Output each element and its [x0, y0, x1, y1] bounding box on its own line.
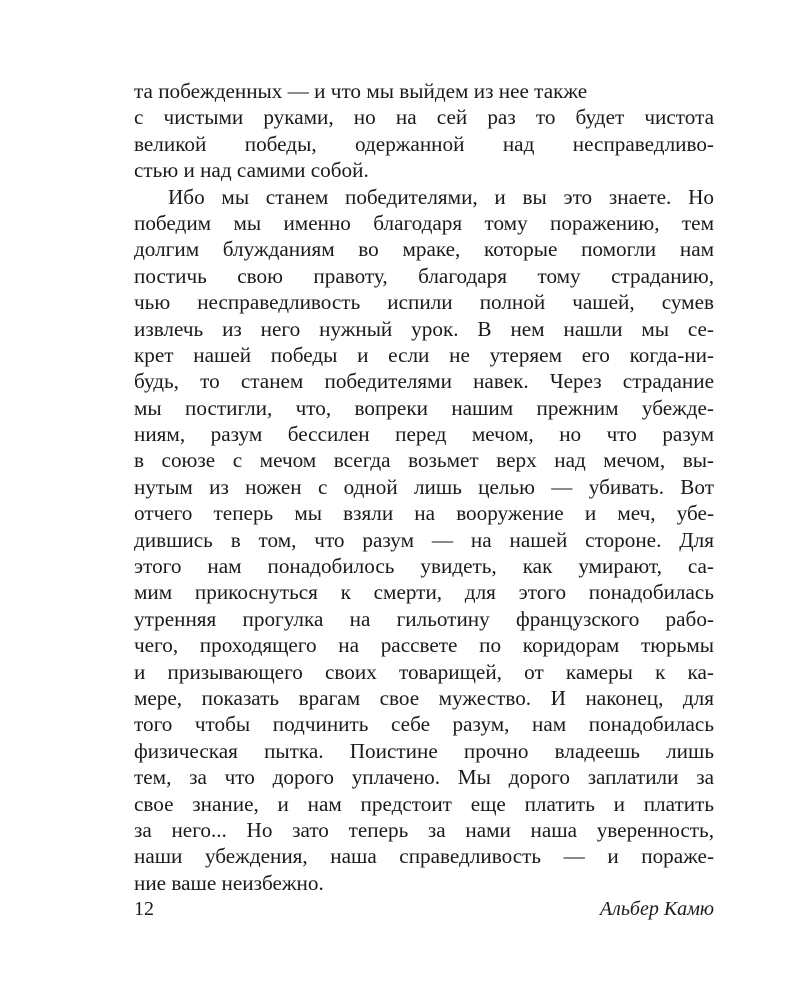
paragraph-start-line: Ибо мы станем победителями, и вы это знаете. Но [168, 184, 714, 209]
text-line: постичь свою правоту, благодаря тому страданию, [134, 263, 714, 288]
text-line: извлечь из него нужный урок. В нем нашли мы се- [134, 316, 714, 341]
body-text [134, 78, 714, 896]
text-line: та побежденных — и что мы выйдем из нее также [134, 79, 588, 103]
text-line: чего, проходящего на рассвете по коридорам тюрьмы [134, 633, 714, 658]
text-line: мим прикоснуться к смерти, для этого понадобилась [134, 580, 714, 605]
page-number: 12 [134, 898, 154, 920]
text-line: мы постигли, что, вопреки нашим прежним убежде- [134, 395, 714, 420]
text-line: наши убеждения, наша справедливость — и пораже- [134, 844, 714, 869]
text-line: и призывающего своих товарищей, от камеры к ка- [134, 659, 714, 684]
text-line: крет нашей победы и если не утеряем его когда-ни- [134, 342, 714, 367]
text-line: будь, то станем победителями навек. Через страдание [134, 369, 714, 394]
text-line: этого нам понадобилось увидеть, как умирают, са- [134, 554, 714, 579]
text-line: за него... Но зато теперь за нами наша уверенность, [134, 817, 714, 842]
paragraph-end-line: стью и над самими собой. [134, 158, 369, 183]
text-line: отчего теперь мы взяли на вооружение и меч, убе- [134, 501, 714, 526]
text-line: чью несправедливость испили полной чашей, сумев [134, 290, 714, 315]
text-line: физическая пытка. Поистине прочно владеешь лишь [134, 738, 714, 763]
text-line: долгим блужданиям во мраке, которые помогли нам [134, 237, 714, 262]
text-line: свое знание, и нам предстоит еще платить и платить [134, 791, 714, 816]
running-footer-author: Альбер Камю [599, 898, 714, 920]
text-line: мере, показать врагам свое мужество. И наконец, для [134, 685, 714, 710]
text-line: победим мы именно благодаря тому поражению, тем [134, 210, 714, 235]
text-line: в союзе с мечом всегда возьмет верх над мечом, вы- [134, 448, 714, 473]
page-footer [134, 895, 714, 923]
text-line: тем, за что дорого уплачено. Мы дорого заплатили за [134, 765, 714, 790]
text-line: нутым из ножен с одной лишь целью — убивать. Вот [134, 474, 714, 499]
text-line: ниям, разум бессилен перед мечом, но что разум [134, 422, 714, 447]
text-line: утренняя прогулка на гильотину французского рабо- [134, 606, 714, 631]
text-line: великой победы, одержанной над несправедливо- [134, 131, 714, 156]
text-line: дившись в том, что разум — на нашей стороне. Для [134, 527, 714, 552]
paragraph-end-line: ние ваше неизбежно. [134, 870, 324, 895]
text-line: с чистыми руками, но на сей раз то будет чистота [134, 105, 714, 130]
text-line: того чтобы подчинить себе разум, нам понадобилась [134, 712, 714, 737]
